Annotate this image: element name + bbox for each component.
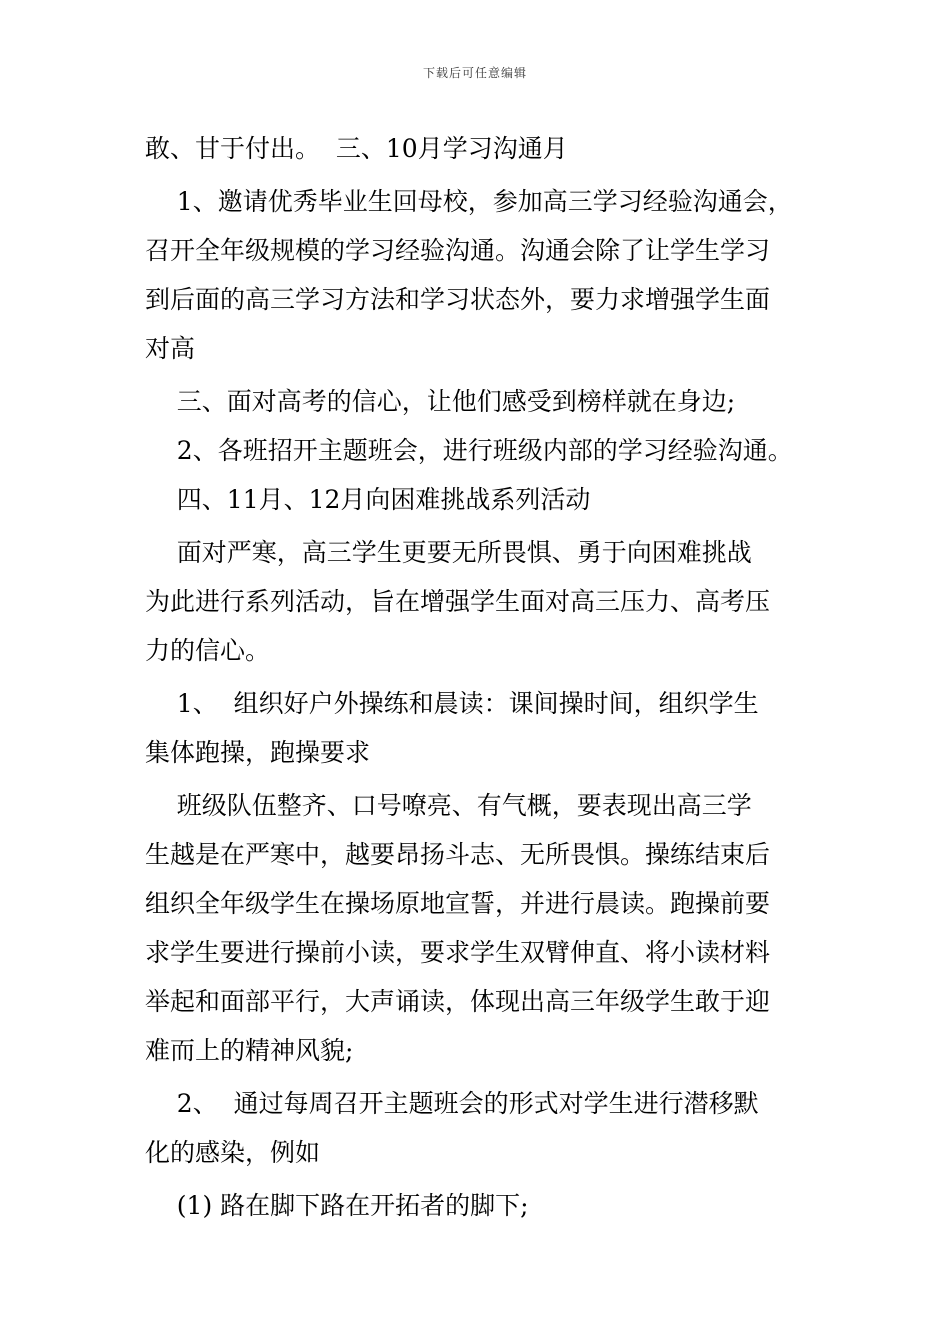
text-line: 四、11月、12月向困难挑战系列活动: [145, 485, 591, 514]
text-line: 三、面对高考的信心，让他们感受到榜样就在身边;: [145, 387, 736, 416]
text-line: 力的信心。: [145, 636, 271, 665]
text-line: 为此进行系列活动，旨在增强学生面对高三压力、高考压: [145, 587, 771, 616]
document-body: [145, 124, 810, 1230]
text-line: 1、 组织好户外操练和晨读：课间操时间，组织学生: [145, 689, 759, 718]
text-line: 面对严寒，高三学生更要无所畏惧、勇于向困难挑战: [145, 538, 752, 567]
text-line: 1、邀请优秀毕业生回母校，参加高三学习经验沟通会，: [145, 187, 793, 216]
text-line: 难而上的精神风貌;: [145, 1036, 354, 1065]
text-line: 敢、甘于付出。 三、10月学习沟通月: [145, 134, 568, 163]
text-line: 组织全年级学生在操场原地宣誓，并进行晨读。跑操前要: [145, 889, 771, 918]
page-header: 下载后可任意编辑: [422, 66, 527, 80]
text-line: 举起和面部平行，大声诵读，体现出高三年级学生敢于迎: [145, 987, 771, 1016]
text-line: 化的感染，例如: [145, 1138, 321, 1167]
text-line: 2、 通过每周召开主题班会的形式对学生进行潜移默: [145, 1089, 759, 1118]
text-line: 班级队伍整齐、口号嘹亮、有气概，要表现出高三学: [145, 791, 752, 820]
text-line: 集体跑操，跑操要求: [145, 738, 371, 767]
text-line: 生越是在严寒中，越要昂扬斗志、无所畏惧。操练结束后: [145, 840, 771, 869]
text-line: 召开全年级规模的学习经验沟通。沟通会除了让学生学习: [145, 236, 771, 265]
text-line: 对高: [145, 334, 196, 363]
text-line: 2、各班招开主题班会，进行班级内部的学习经验沟通。: [145, 436, 793, 465]
text-line: (1) 路在脚下路在开拓者的脚下;: [145, 1191, 529, 1220]
text-line: 到后面的高三学习方法和学习状态外，要力求增强学生面: [145, 285, 771, 314]
text-line: 求学生要进行操前小读，要求学生双臂伸直、将小读材料: [145, 938, 771, 967]
